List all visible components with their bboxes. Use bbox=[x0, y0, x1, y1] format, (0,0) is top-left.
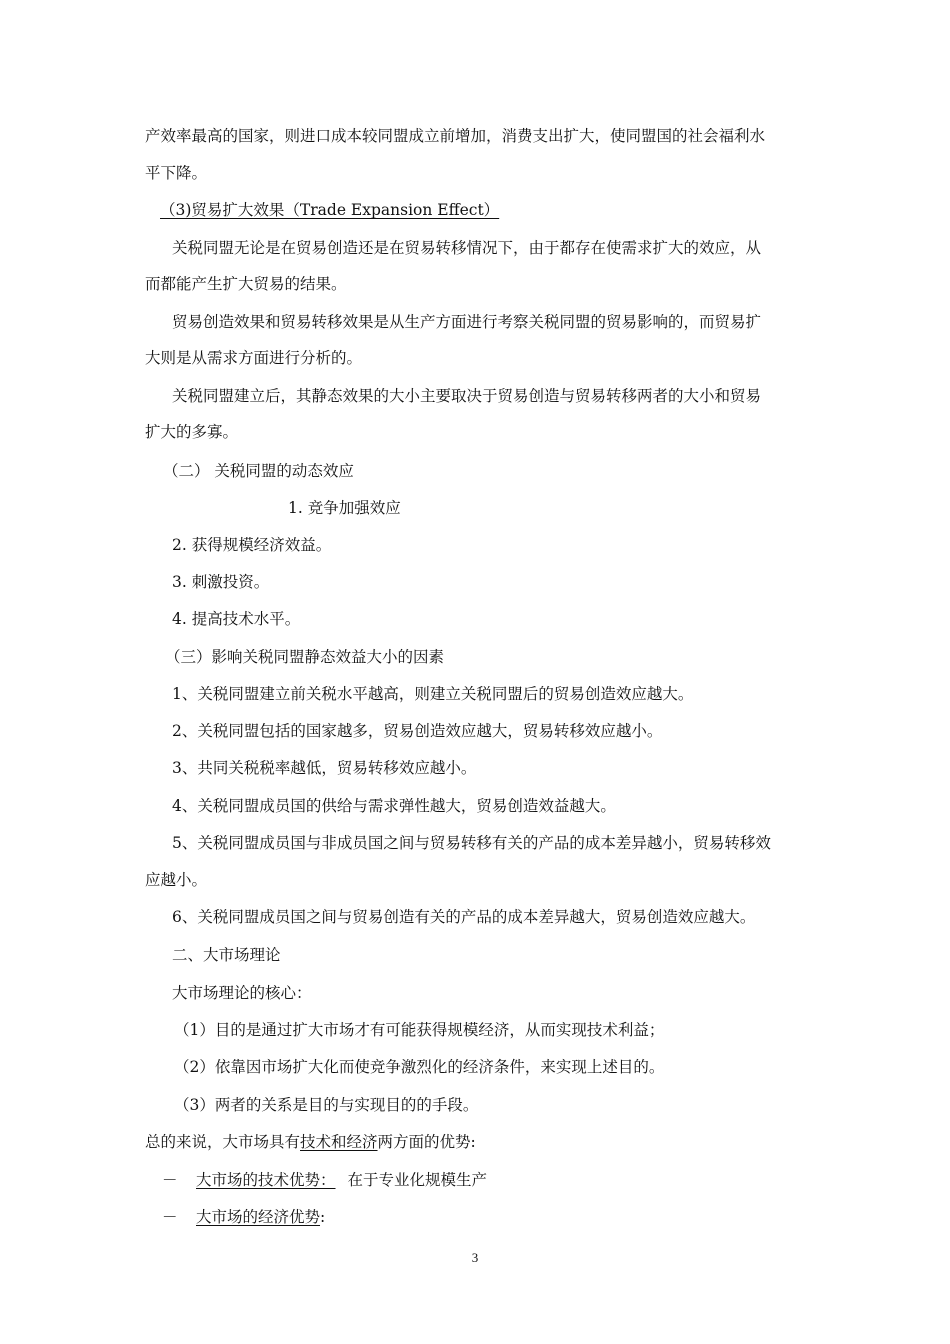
bullet-dash: － bbox=[162, 1208, 178, 1226]
bullet-item-econ bbox=[196, 1207, 325, 1227]
paragraph-line: 平下降。 bbox=[145, 164, 208, 182]
list-item-continuation: 应越小。 bbox=[145, 871, 208, 889]
paragraph-line: 大则是从需求方面进行分析的。 bbox=[145, 349, 363, 367]
paragraph-line: 大市场理论的核心： bbox=[172, 984, 312, 1002]
paragraph-line: 扩大的多寡。 bbox=[145, 423, 239, 441]
bullet-label: 大市场的技术优势： bbox=[196, 1171, 336, 1189]
list-item: 3. 刺激投资。 bbox=[172, 573, 270, 591]
section-heading-static-factors: （三）影响关税同盟静态效益大小的因素 bbox=[165, 648, 445, 666]
section-heading-dynamic-effects: （二） 关税同盟的动态效应 bbox=[163, 462, 354, 480]
list-item: （3）两者的关系是目的与实现目的的手段。 bbox=[174, 1096, 479, 1114]
list-item: 2、关税同盟包括的国家越多，贸易创造效应越大，贸易转移效应越小。 bbox=[172, 722, 663, 740]
bullet-colon: : bbox=[320, 1208, 326, 1226]
summary-underlined-text: 技术和经济 bbox=[300, 1133, 378, 1151]
list-item: 3、共同关税税率越低，贸易转移效应越小。 bbox=[172, 759, 477, 777]
list-item: 1. 竞争加强效应 bbox=[288, 499, 401, 517]
paragraph-line: 关税同盟无论是在贸易创造还是在贸易转移情况下，由于都存在使需求扩大的效应，从 bbox=[172, 239, 762, 257]
section-heading-big-market: 二、大市场理论 bbox=[172, 946, 281, 964]
page-number: 3 bbox=[471, 1250, 479, 1265]
list-item: 5、关税同盟成员国与非成员国之间与贸易转移有关的产品的成本差异越小，贸易转移效 bbox=[172, 834, 771, 852]
list-item: 4、关税同盟成员国的供给与需求弹性越大，贸易创造效益越大。 bbox=[172, 797, 616, 815]
list-item: （2）依靠因市场扩大化而使竞争激烈化的经济条件，来实现上述目的。 bbox=[174, 1058, 665, 1076]
list-item: 4. 提高技术水平。 bbox=[172, 610, 301, 628]
bullet-item-tech bbox=[196, 1170, 487, 1190]
paragraph-line: 产效率最高的国家，则进口成本较同盟成立前增加，消费支出扩大，使同盟国的社会福利水 bbox=[145, 127, 766, 145]
list-item: 6、关税同盟成员国之间与贸易创造有关的产品的成本差异越大，贸易创造效应越大。 bbox=[172, 908, 756, 926]
summary-text-end: 两方面的优势: bbox=[377, 1133, 476, 1151]
list-item: 2. 获得规模经济效益。 bbox=[172, 536, 332, 554]
paragraph-line: 贸易创造效果和贸易转移效果是从生产方面进行考察关税同盟的贸易影响的，而贸易扩 bbox=[172, 313, 762, 331]
summary-line bbox=[145, 1132, 476, 1152]
bullet-label: 大市场的经济优势 bbox=[196, 1208, 321, 1226]
section-heading-trade-expansion: （3)贸易扩大效果（Trade Expansion Effect） bbox=[160, 201, 500, 219]
list-item: （1）目的是通过扩大市场才有可能获得规模经济，从而实现技术利益； bbox=[174, 1021, 665, 1039]
paragraph-line: 关税同盟建立后，其静态效果的大小主要取决于贸易创造与贸易转移两者的大小和贸易 bbox=[172, 387, 762, 405]
bullet-text: 在于专业化规模生产 bbox=[347, 1171, 488, 1189]
bullet-dash: － bbox=[162, 1171, 178, 1189]
list-item: 1、关税同盟建立前关税水平越高，则建立关税同盟后的贸易创造效应越大。 bbox=[172, 685, 694, 703]
paragraph-line: 而都能产生扩大贸易的结果。 bbox=[145, 275, 347, 293]
summary-text: 总的来说，大市场具有 bbox=[145, 1133, 301, 1151]
